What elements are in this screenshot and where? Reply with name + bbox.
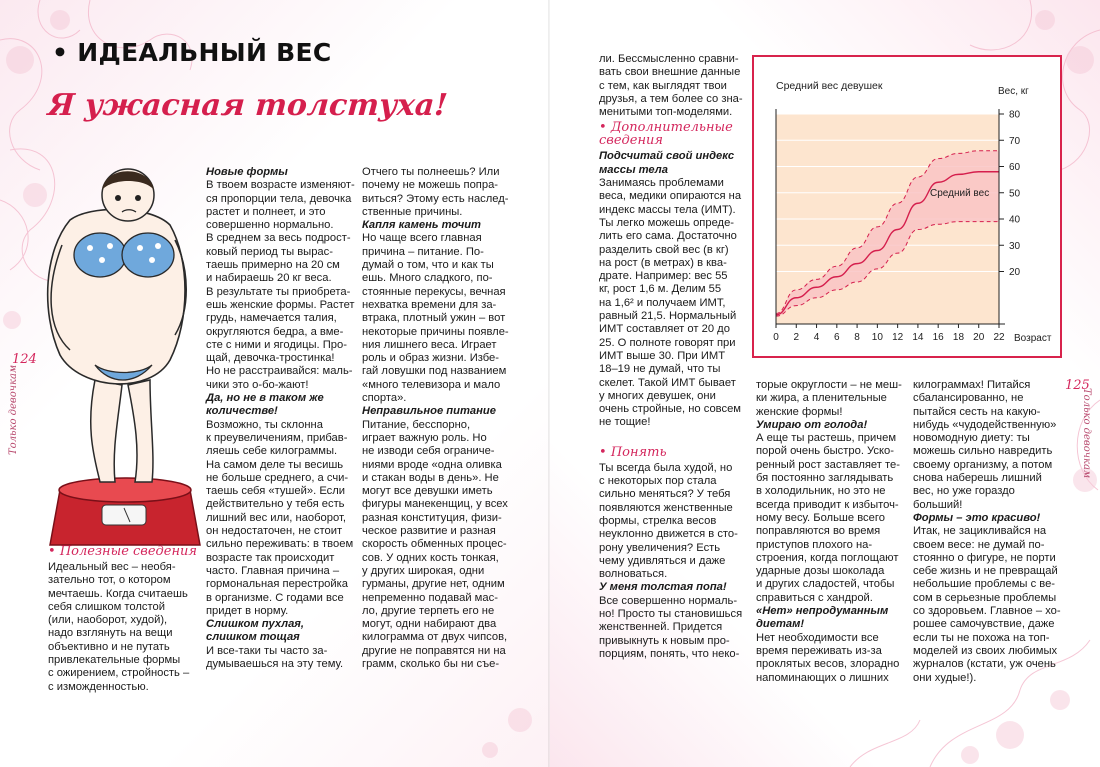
text-line: Все совершенно нормаль- [599,594,738,607]
text-line: мечтаешь. Когда считаешь [48,587,188,600]
text-line: неуклонно движется в сто- [599,528,738,541]
subheading: диетам! [756,618,805,631]
text-line: рону увеличения? Есть [599,541,721,554]
text-line: килограммах! Питайся [913,379,1031,391]
subheading: слишком тощая [206,631,300,644]
page-number: 124 [12,352,37,367]
left-col-1-text [48,561,198,694]
chart-x-tick-label: 22 [993,332,1005,343]
left-col-1 [48,543,198,694]
chart-y-tick-label: 20 [1009,267,1021,278]
text-line: Итак, не зацикливайся на [913,525,1047,538]
text-line: виться? Этому есть наслед- [362,192,509,205]
text-line: Отчего ты полнеешь? Или [362,166,500,178]
text-line: Занимаясь проблемами [599,177,724,190]
text-line: могут, одни набирают два [362,618,497,631]
text-line: не тощие! [599,416,651,429]
text-line: не больше среднего, а счи- [206,471,349,484]
text-line: Питание, бесспорно, [362,418,471,431]
page-number-right: 125 [1065,378,1090,393]
text-line: женские формы! [756,405,843,418]
chart-x-tick-label: 16 [932,332,944,343]
text-line: щай, девочка-тростинка! [206,352,335,365]
text-line: справиться с хандрой. [756,591,873,604]
text-line: ки жира, а пленительные [756,392,887,405]
section-title: сведения [599,133,664,149]
subheading: «Нет» непродуманным [756,605,889,618]
text-line: волноваться. [599,568,668,581]
chart-x-tick-label: 4 [813,332,820,343]
chart-y-tick-label: 70 [1009,135,1021,147]
text-line: в холодильник, но это не [756,485,886,498]
chart-y-tick-label: 80 [1009,109,1021,121]
text-line: ковый период ты выраc- [206,245,333,258]
text-line: часто. Главная причина – [206,564,340,577]
text-line: роль и образ жизни. Избе- [362,352,499,365]
right-col-1 [599,53,749,661]
text-line: моделей из своих любимых [913,644,1058,657]
text-line: напоминающих о лишних [756,671,889,684]
text-line: другие не поправятся ни на [362,644,506,657]
subheading: Формы – это красиво! [913,511,1041,524]
text-line: и набираешь 20 кг веса. [206,272,332,285]
text-line: сом в серьезные проблемы [913,591,1057,604]
text-line: чему удивляться и даже [599,554,726,567]
text-line: В результате ты приобрета- [206,285,351,298]
text-line: нибудь «чудодейственную» [913,418,1057,431]
text-line: Но чаще всего главная [362,232,482,245]
text-line: очень стройные, но совсем [599,403,741,416]
text-line: гормональная перестройка [206,578,349,591]
subheading: У меня толстая попа! [599,581,727,594]
text-line: со здоровьем. Главное – хо- [913,605,1061,618]
text-line: 18–19 не думай, что ты [599,363,721,376]
text-line: лишний вес или, наоборот, [206,511,346,524]
chart-x-tick-label: 6 [834,332,840,343]
text-line: В твоем возрасте изменяют- [206,179,355,192]
section-title [599,446,749,459]
text-line: индекс массы тела (ИМТ). [599,203,736,216]
text-line: объективно и не путать [48,640,170,653]
text-line: грудь, намечается талия, [206,312,337,325]
text-line: таешь примерно на 20 см [206,259,340,272]
text-line: женственней. Придется [599,621,723,634]
text-line: стоянные перекусы, вечная [362,285,506,298]
text-line: у других широкая, одни [362,564,485,577]
bullet: • [599,120,611,136]
right-col-2 [756,379,906,685]
text-line: Идеальный вес – необя- [48,561,176,573]
subheading: Неправильное питание [362,405,496,418]
section-title-text: Понять [610,444,667,460]
chart-series-label: Средний вес [930,188,990,199]
text-line: стоянно о фигуре, не порти [913,551,1056,564]
text-line: с тем, как выглядят твои [599,79,727,92]
text-line: больший! [913,498,963,511]
text-line: небольшие проблемы с ве- [913,578,1056,591]
text-line: могут все девушки иметь [362,485,493,498]
text-line: действительно у тебя есть [206,498,345,511]
text-line: ся пропорции тела, девочка [206,192,352,205]
text-line: друзья, а тем более со зна- [599,92,743,105]
subheading: Подсчитай свой индекс [599,150,735,163]
chart-x-tick-label: 12 [892,332,904,343]
text-line: чики это о-бо-жают! [206,378,309,391]
text-line: сбалансированно, не [913,392,1024,405]
section-title-useful: • Полезные сведения [48,544,198,559]
subheading: Капля камень точит [362,219,482,232]
text-line: ударные дозы шоколада [756,565,885,578]
text-line: в организме. С годами все [206,591,344,604]
text-line: себе жизнь и не превращай [913,565,1058,578]
text-line: привыкнуть к новым про- [599,634,730,647]
chart-y-tick-label: 50 [1009,188,1021,200]
girl-on-scale-illustration [40,160,210,560]
text-line: сильно меняться? У тебя [599,488,731,501]
text-line: они худые!). [913,671,977,684]
text-line: порой очень быстро. Уско- [756,445,894,458]
text-line: строения, когда поглощают [756,551,899,564]
text-line: округляются бедра, а вме- [206,325,344,338]
text-line: ния лишнего веса. Играет [362,338,497,351]
text-line: сте с ними и ягодицы. Про- [206,338,347,351]
left-col-3 [362,166,522,671]
text-line: своему организму, а потом [913,458,1053,471]
text-line: ниями вроде «одна оливка [362,458,502,471]
text-line: «много телевизора и мало [362,378,501,391]
bullet: • [599,444,611,460]
text-line: рошее самочувствие, даже [913,618,1055,631]
text-line: причина – питание. По- [362,245,484,258]
text-line: На самом деле ты весишь [206,458,344,471]
subheading: Да, но не в таком же [206,392,324,405]
text-line: ло, другие терпеть его не [362,604,495,617]
spacer [599,430,749,444]
text-line: зательно тот, о котором [48,574,171,587]
text-line: журналов (кстати, уж очень [913,658,1056,671]
subheading: массы тела [599,163,668,176]
chart-y-tick-label: 30 [1009,240,1021,252]
text-line: можешь сильно навредить [913,445,1053,458]
text-line: проклятых весов, злорадно [756,658,900,671]
text-line: пытайся сесть на какую- [913,405,1041,418]
text-line: торые округлости – не меш- [756,379,902,391]
text-line: и других сладостей, чтобы [756,578,895,591]
text-line: равный 21,5. Нормальный [599,310,737,323]
text-line: грамм, сколько бы ни съе- [362,657,500,670]
text-line: Нет необходимости все [756,631,879,644]
text-line: но! Просто ты становишься [599,607,743,620]
text-line: порциям, понять, что неко- [599,647,740,660]
text-line: всегда приводит к избыточ- [756,498,899,511]
page-subtitle: Я ужасная толстуха! [46,88,449,123]
text-line: на рост (в метрах) в ква- [599,256,727,269]
text-line: ешь. Много сладкого, по- [362,272,493,285]
text-line: приступов плохого на- [756,538,873,551]
page-heading: • ИДЕАЛЬНЫЙ ВЕС [52,38,332,67]
text-line: Ты легко можешь опреде- [599,216,735,229]
text-line: Ты всегда была худой, но [599,461,733,474]
text-line: А еще ты растешь, причем [756,432,897,445]
text-line: на 1,6² и получаем ИМТ, [599,296,726,309]
text-line: время переживать из-за [756,644,882,657]
text-line: И все-таки ты часто за- [206,644,328,657]
text-line: нехватка времени для за- [362,298,497,311]
text-line: втрака, плотный ужин – вот [362,312,506,325]
text-line: бя постоянно заглядывать [756,472,894,485]
text-line: к преувеличениям, прибав- [206,431,348,444]
text-line: В среднем за весь подрост- [206,232,351,245]
text-line: спорта». [362,392,407,405]
text-line: (или, наоборот, худой), [48,614,168,627]
text-line: сов. У одних кость тонкая, [362,551,499,564]
text-line: Возможно, ты склонна [206,418,323,431]
text-line: надо взглянуть на вещи [48,627,173,640]
text-line: с изможденностью. [48,680,149,693]
text-line: непременно подавай мас- [362,591,498,604]
chart-y-label: Вес, кг [998,86,1029,97]
text-line: с ожирением, стройность – [48,667,190,680]
text-line: формы, стрелка весов [599,514,717,527]
text-line: кг, рост 1,6 м. Делим 55 [599,283,722,296]
text-line: гай ловушки под названием [362,365,507,378]
text-line: ИМТ составляет от 20 до [599,323,730,336]
text-line: придет в норму. [206,604,289,617]
subheading: количестве! [206,405,278,418]
text-line: 25. О полноте говорят при [599,336,736,349]
chart-x-tick-label: 18 [952,332,965,343]
text-line: килограмма от двух чипсов, [362,631,508,644]
text-line: ному весу. Больше всего [756,511,885,524]
chart-y-tick-label: 40 [1009,214,1021,226]
text-line: если ты не похожа на топ- [913,631,1050,644]
text-line: веса, медики опираются на [599,190,742,203]
chart-title: Средний вес девушек [776,80,883,92]
text-line: вать свои внешние данные [599,66,741,79]
text-line: думай о том, что и как ты [362,259,494,272]
subheading: Слишком пухлая, [206,618,305,631]
text-line: снова наберешь лишний [913,472,1042,485]
text-line: Но не расстраивайся: маль- [206,365,353,378]
text-line: таешь себя «тушей». Если [206,485,346,498]
right-col-3 [913,379,1073,685]
text-line: почему не можешь попра- [362,179,499,192]
text-line: ственные причины. [362,205,463,218]
running-title: Только девочкам [8,364,19,455]
text-line: и стакан воды в день». Не [362,471,499,484]
text-line: возрасте так происходит [206,551,335,564]
text-line: скелет. Такой ИМТ бывает [599,376,736,389]
text-line: привлекательные формы [48,654,181,667]
text-line: он недостаточен, не стоит [206,525,343,538]
text-line: себя слишком толстой [48,600,165,613]
text-line: драте. Например: вес 55 [599,270,728,283]
text-line: новомодную диету: ты [913,432,1030,445]
text-line: сильно переживать: в твоем [206,538,354,551]
text-line: не изводи себя ограниче- [362,445,495,458]
subheading: Умираю от голода! [756,418,868,431]
text-line: фигуры манекенщиц, у всех [362,498,508,511]
text-line: разная конституция, физи- [362,511,502,524]
chart-x-tick-label: 8 [854,332,860,343]
text-line: разделить свой вес (в кг) [599,243,729,256]
text-line: ИМТ выше 30. При ИМТ [599,349,726,362]
chart-x-tick-label: 10 [871,332,883,343]
text-line: ляешь себе килограммы. [206,445,338,458]
text-line: поправляются во время [756,525,881,538]
chart-y-tick-label: 60 [1009,162,1021,173]
text-line: гурманы, другие нет, одним [362,578,505,591]
text-line: вес, но уже гораздо [913,485,1015,498]
text-line: своем весе: не думай по- [913,538,1045,551]
subheading: Новые формы [206,166,288,178]
section-title-text: Дополнительные [610,120,733,136]
text-line: лить его сама. Достаточно [599,230,737,243]
text-line: растет и полнеет, и это [206,205,326,218]
text-line: играет важную роль. Но [362,431,487,444]
text-line: появляются женственные [599,501,733,514]
text-line: скорость обменных процес- [362,538,507,551]
chart-x-tick-label: 14 [912,332,924,343]
text-line: ческое развитие и разная [362,525,496,538]
weight-chart-svg [754,57,1060,356]
text-line: ренный рост заставляет те- [756,458,900,471]
chart-x-tick-label: 2 [793,332,800,343]
chart-x-tick-label: 20 [973,332,985,343]
running-title-right: Только девочкам [1081,388,1092,479]
chart-x-label: Возраст [1014,333,1052,344]
weight-chart [752,55,1062,358]
text-line: с некоторых пор стала [599,475,717,488]
chart-x-tick-label: 0 [773,332,779,343]
text-line: ешь женские формы. Растет [206,298,355,311]
left-col-2 [206,166,358,671]
text-line: менитыми топ-моделями. [599,106,733,119]
text-line: совершенно нормально. [206,219,334,232]
text-line: некоторые причины появле- [362,325,509,338]
text-line: у многих девушек, они [599,389,716,402]
text-line: думываешься на эту тему. [206,657,344,670]
text-line: ли. Бессмысленно сравни- [599,53,739,65]
